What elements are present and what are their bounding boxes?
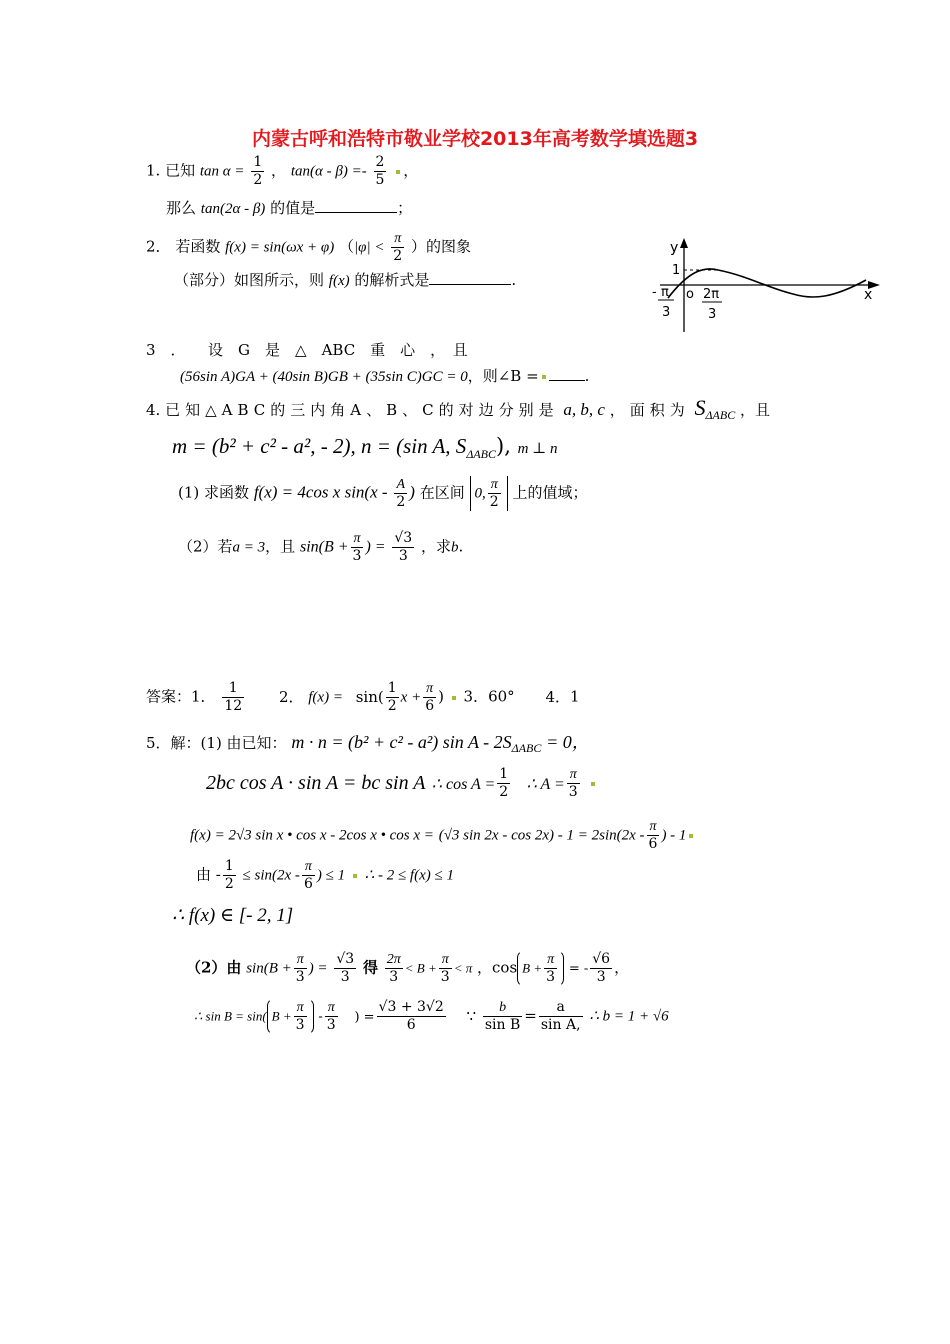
solution-line-1: 5．解：(1) 由已知： m · n = (b² + c² - a²) $\sin A - 2S_{\Delta ABC} = 0$， [146,732,590,755]
question-2-line-2: （部分）如图所示，则 f(x) 的解析式是 . [174,271,517,289]
marker-dot [452,696,456,700]
question-4: 4. 已知△ABC的三内角A、B、C的对边分别是 a, b, c ，面积为 $S_{\Delta ABC}$ ，且 [146,395,770,422]
q4-number: 4. [146,401,161,419]
interval: 0, $\frac{\pi}{2}$ [470,476,508,511]
y-label: y [670,240,679,256]
question-2: 2． 若函数 f(x) = sin(ωx + φ) （|φ| < $\frac{\pi}{2}$ ）的图象 [146,231,471,264]
sine-graph [648,236,884,336]
left-tick-num: π [661,285,669,300]
solution-line-2: 2bc cos A · sin A = bc sin A ∴ cos A = $\frac{1}{2}$ ∴ A = $\frac{\pi}{3}$ [206,766,598,801]
answers: 答案：1． $\frac{1}{12}$ 2． f(x) = sin( $\frac{1}{2}$ x + $\frac{\pi}{6}$ ) 3．60° 4．1 [146,680,580,714]
fraction: $\frac{\pi}{2}$ [393,231,403,264]
marker-dot [396,170,400,174]
fraction: $\frac{√3}{3}$ [394,530,413,564]
fraction: $\frac{2}{5}$ [375,154,385,188]
fraction: $\frac{A}{2}$ [396,477,406,510]
answer-blank[interactable] [315,198,397,213]
marker-dot [591,782,595,786]
solution-line-5: ∴ f(x) ∈ [- 2, 1] [172,905,294,926]
svg-text:-: - [652,285,657,300]
answer-blank[interactable] [429,270,511,285]
q1-number: 1. [146,161,161,180]
y-axis-arrow-icon [680,238,688,248]
solution-line-7: ∴ sin B = sin( B + $\frac{\pi}{3}$ - $\frac{\pi}{3}$ ) = $\frac{√3 + 3√2}{6}$ ∵ $\frac{b}{\text{sin B}}$ = $\frac{a}{\text{sin A,}}$ ∴ b = 1 + √6 [194,999,669,1033]
fraction: $\frac{1}{2}$ [253,154,263,188]
question-4-vectors: m = (b² + c² - a², - 2), n = (sin A, $S_{\Delta ABC}$), m ⊥ n [172,434,558,462]
fraction: $\frac{1}{12}$ [224,680,243,714]
question-3: 3 ． 设 G 是 △ ABC 重 心 ， 且 [146,341,468,359]
marker-dot [542,375,546,379]
marker-dot [689,834,693,838]
sine-curve [668,269,866,298]
x-label: x [864,287,873,303]
q2-number: 2． [146,237,171,256]
marker-dot [353,874,357,878]
answer-blank[interactable] [549,366,585,381]
question-4-part-2: （2）若a = 3，且 sin(B + $\frac{\pi}{3}$ ) = $\frac{√3}{3}$ ，求b. [178,530,464,564]
tick-one: 1 [672,263,681,278]
question-3-line-2: (56sin A)GA + (40sin B)GB + (35sin C)GC = 0，则∠B = . [180,367,590,385]
question-1: 1. 已知 tan α = $\frac{1}{2}$ ， tan(α - β) =- $\frac{2}{5}$ ， [146,154,419,188]
page-title: 内蒙古呼和浩特市敬业学校2013年高考数学填选题3 [251,128,699,150]
right-tick-num: 2π [703,287,720,302]
left-tick-den: 3 [662,305,671,320]
fraction: $\frac{\pi}{3}$ [352,531,362,564]
solution-line-3: f(x) = 2√3 sin x • cos x - 2cos x • cos x = (√3 sin 2x - cos 2x) - 1 = 2sin(2x - $\frac{\pi}{6}$ ) - 1 [190,818,696,853]
solution-line-4: 由 - $\frac{1}{2}$ ≤ sin(2x - $\frac{\pi}{6}$ ) ≤ 1 ∴ - 2 ≤ f(x) ≤ 1 [196,858,454,892]
question-1-line-2: 那么 tan(2α - β) 的值是 ； [166,199,413,217]
question-4-part-1: (1) 求函数 f(x) = 4cos x sin(x - $\frac{A}{2}$ ) 在区间 0, $\frac{\pi}{2}$ 上的值域； [178,477,588,510]
origin-label: o [686,287,694,302]
solution-line-6: （2）由 sin(B + $\frac{\pi}{3}$ ) = $\frac{√3}{3}$ 得 $\frac{2\pi}{3}$ < B + $\frac{\pi}{3}$ < π ，cos B + $\frac{\pi}{3}$ = - $\frac{√6}{3}$ ， [186,951,630,985]
right-tick-den: 3 [708,307,717,322]
